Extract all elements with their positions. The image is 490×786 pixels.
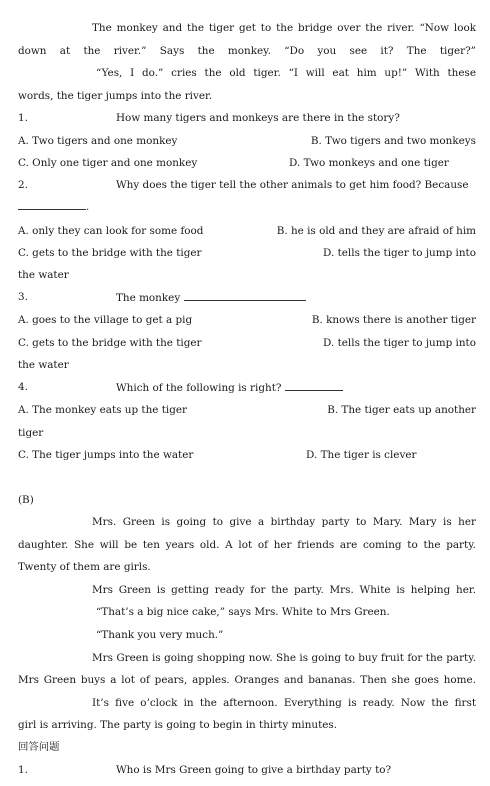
option-d: D. tells the tiger to jump into: [323, 337, 476, 349]
option-c: C. gets to the bridge with the tiger: [18, 247, 202, 259]
section-label: (B): [18, 494, 34, 506]
option-a: A. Two tigers and one monkey: [18, 135, 178, 147]
option-b: B. The tiger eats up another: [327, 404, 476, 416]
option-a: A. goes to the village to get a pig: [18, 314, 193, 326]
option-c: C. Only one tiger and one monkey: [18, 157, 198, 169]
passage-b-line: Twenty of them are girls.: [18, 561, 151, 573]
passage-b-line: Mrs Green is getting ready for the party. Mrs. White is helping her.: [92, 584, 476, 596]
option-b: B. Two tigers and two monkeys: [310, 135, 476, 147]
option-d-continued: the water: [18, 359, 69, 371]
question-stem-text: Which of the following is right?: [116, 382, 282, 394]
passage-a-line: “Yes, I do.” cries the old tiger. “I will eat him up!” With these: [96, 67, 476, 79]
question-stem: [116, 291, 306, 304]
passage-b-line: Mrs Green buys a lot of pears, apples. Oranges and bananas. Then she goes home.: [18, 674, 476, 686]
answer-blank: [285, 381, 343, 391]
option-a: A. only they can look for some food: [18, 225, 204, 237]
passage-b-line: “That’s a big nice cake,” says Mrs. White to Mrs Green.: [96, 606, 390, 618]
passage-b-line: It’s five o’clock in the afternoon. Everything is ready. Now the first: [92, 697, 476, 709]
answer-heading: 回答问题: [18, 741, 60, 753]
option-b-continued: tiger: [18, 427, 44, 439]
question-number: 3.: [18, 291, 28, 303]
option-d: D. The tiger is clever: [306, 449, 417, 461]
question-number: 4.: [18, 381, 28, 393]
option-c: C. The tiger jumps into the water: [18, 449, 194, 461]
passage-b-line: Mrs. Green is going to give a birthday party to Mary. Mary is her: [92, 516, 476, 528]
question-stem: Why does the tiger tell the other animals to get him food? Because: [116, 179, 469, 191]
answer-blank: [184, 291, 306, 301]
option-d: D. Two monkeys and one tiger: [289, 157, 449, 169]
question-stem-text: The monkey: [116, 292, 181, 304]
question-stem: How many tigers and monkeys are there in the story?: [116, 112, 400, 124]
question-number: 1.: [18, 764, 28, 776]
passage-a-line: The monkey and the tiger get to the bridge over the river. “Now look: [92, 22, 476, 34]
option-d: D. tells the tiger to jump into: [323, 247, 476, 259]
option-b: B. he is old and they are afraid of him: [276, 225, 476, 237]
question-number: 2.: [18, 179, 28, 191]
passage-a-line: words, the tiger jumps into the river.: [18, 90, 213, 102]
question-number: 1.: [18, 112, 28, 124]
passage-b-line: “Thank you very much.”: [96, 629, 224, 641]
question-stem: Who is Mrs Green going to give a birthday party to?: [116, 764, 392, 776]
option-c: C. gets to the bridge with the tiger: [18, 337, 202, 349]
option-b: B. knows there is another tiger: [311, 314, 476, 326]
passage-b-line: girl is arriving. The party is going to begin in thirty minutes.: [18, 719, 338, 731]
answer-blank: .: [18, 200, 89, 213]
question-stem: [116, 381, 343, 394]
option-a: A. The monkey eats up the tiger: [18, 404, 187, 416]
option-d-continued: the water: [18, 269, 69, 281]
passage-b-line: daughter. She will be ten years old. A lot of her friends are coming to the party.: [18, 539, 476, 551]
passage-a-line: down at the river.” Says the monkey. “Do you see it? The tiger?”: [18, 45, 476, 57]
passage-b-line: Mrs Green is going shopping now. She is going to buy fruit for the party.: [92, 652, 476, 664]
